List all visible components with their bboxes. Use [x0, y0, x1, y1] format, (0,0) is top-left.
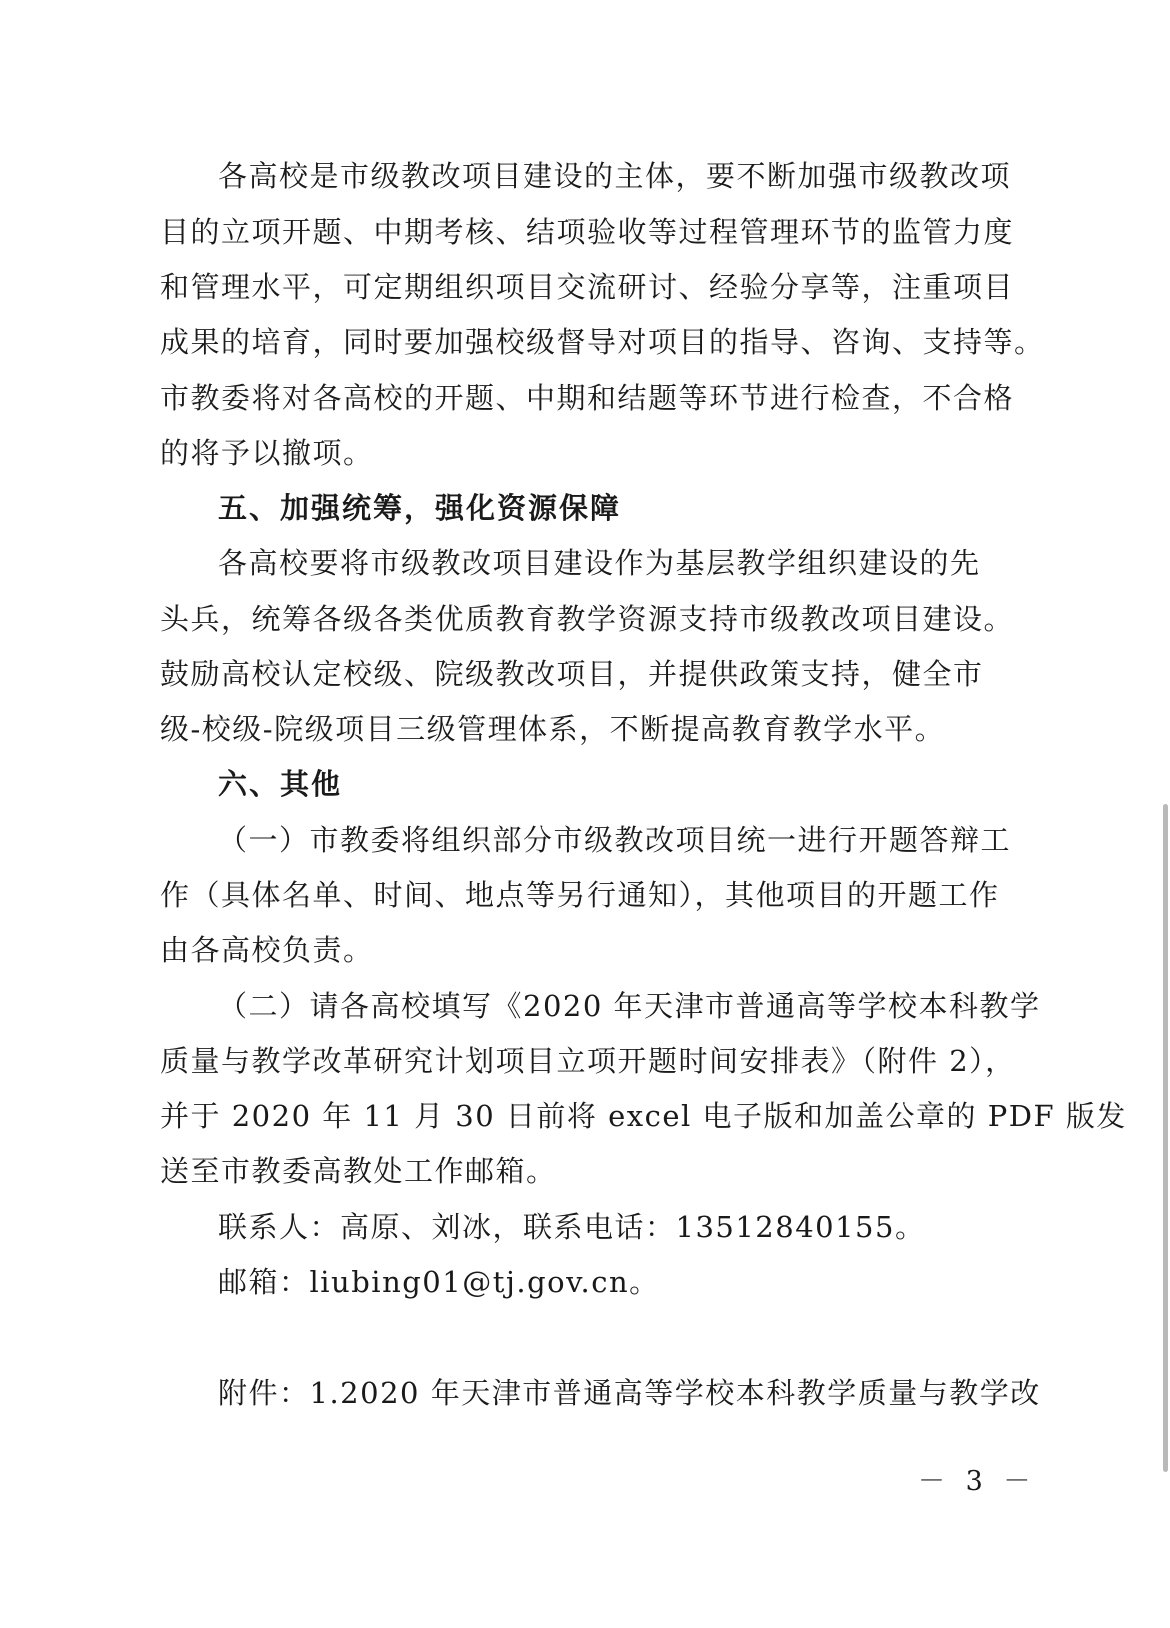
section-heading-6: 六、其他 [218, 767, 343, 801]
section-heading-5: 五、加强统筹，强化资源保障 [218, 491, 622, 525]
paragraph-1-line-3: 和管理水平，可定期组织项目交流研讨、经验分享等，注重项目 [160, 270, 1015, 304]
paragraph-2-line-4: 级-校级-院级项目三级管理体系，不断提高教育教学水平。 [160, 712, 946, 746]
vertical-scrollbar[interactable] [1156, 0, 1170, 1628]
paragraph-1-line-6: 的将予以撤项。 [160, 436, 374, 470]
paragraph-1-line-1: 各高校是市级教改项目建设的主体，要不断加强市级教改项 [218, 159, 1012, 193]
page-number: － 3 － [918, 1466, 1037, 1497]
item-2-line-2: 质量与教学改革研究计划项目立项开题时间安排表》（附件 2）， [160, 1044, 1016, 1078]
item-1-line-3: 由各高校负责。 [160, 933, 374, 967]
email-line: 邮箱：liubing01@tj.gov.cn。 [218, 1265, 660, 1299]
item-2-line-4: 送至市教委高教处工作邮箱。 [160, 1154, 557, 1188]
paragraph-2-line-2: 头兵，统筹各级各类优质教育教学资源支持市级教改项目建设。 [160, 602, 1015, 636]
attachment-line: 附件：1.2020 年天津市普通高等学校本科教学质量与教学改 [218, 1376, 1041, 1410]
paragraph-1-line-2: 目的立项开题、中期考核、结项验收等过程管理环节的监管力度 [160, 215, 1015, 249]
item-1-line-2: 作（具体名单、时间、地点等另行通知），其他项目的开题工作 [160, 878, 1000, 912]
contact-line: 联系人：高原、刘冰，联系电话：13512840155。 [218, 1210, 926, 1244]
paragraph-1-line-4: 成果的培育，同时要加强校级督导对项目的指导、咨询、支持等。 [160, 325, 1045, 359]
paragraph-2-line-1: 各高校要将市级教改项目建设作为基层教学组织建设的先 [218, 546, 981, 580]
paragraph-1-line-5: 市教委将对各高校的开题、中期和结题等环节进行检查，不合格 [160, 381, 1015, 415]
scrollbar-thumb[interactable] [1163, 804, 1168, 1472]
item-2-line-1: （二）请各高校填写《2020 年天津市普通高等学校本科教学 [218, 989, 1041, 1023]
item-2-line-3: 并于 2020 年 11 月 30 日前将 excel 电子版和加盖公章的 PDF 版发 [160, 1099, 1127, 1133]
paragraph-2-line-3: 鼓励高校认定校级、院级教改项目，并提供政策支持，健全市 [160, 657, 984, 691]
item-1-line-1: （一）市教委将组织部分市级教改项目统一进行开题答辩工 [218, 823, 1012, 857]
